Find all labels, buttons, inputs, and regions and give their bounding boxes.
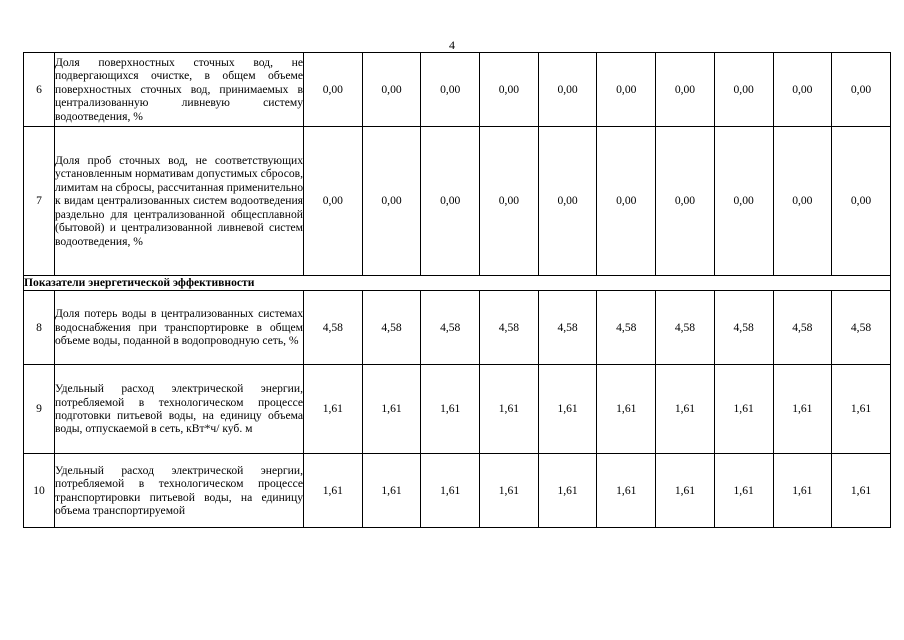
value-cell: 0,00	[480, 53, 539, 127]
value-cell: 4,58	[714, 291, 773, 365]
row-number: 10	[24, 454, 55, 528]
value-cell: 1,61	[480, 365, 539, 454]
table-row	[24, 291, 891, 365]
section-header-row	[24, 276, 891, 291]
value-cell: 1,61	[773, 365, 832, 454]
value-cell: 1,61	[421, 365, 480, 454]
value-cell: 1,61	[656, 365, 715, 454]
value-cell: 1,61	[480, 454, 539, 528]
value-cell: 4,58	[656, 291, 715, 365]
value-cell: 1,61	[362, 365, 421, 454]
value-cell: 0,00	[362, 53, 421, 127]
row-number: 9	[24, 365, 55, 454]
row-number: 7	[24, 127, 55, 276]
value-cell: 1,61	[304, 365, 363, 454]
value-cell: 0,00	[538, 53, 597, 127]
value-cell: 1,61	[773, 454, 832, 528]
value-cell: 4,58	[832, 291, 891, 365]
value-cell: 4,58	[304, 291, 363, 365]
value-cell: 0,00	[538, 127, 597, 276]
value-cell: 1,61	[656, 454, 715, 528]
value-cell: 0,00	[597, 127, 656, 276]
table-row	[24, 454, 891, 528]
indicators-table	[23, 52, 891, 528]
value-cell: 0,00	[832, 127, 891, 276]
value-cell: 0,00	[656, 53, 715, 127]
value-cell: 0,00	[480, 127, 539, 276]
value-cell: 0,00	[304, 53, 363, 127]
indicator-description: Удельный расход электрической энергии, потребляемой в технологическом процессе подготовки питьевой воды, на единицу объема воды, отпускаемой в сеть, кВт*ч/ куб. м	[55, 365, 304, 454]
value-cell: 0,00	[832, 53, 891, 127]
value-cell: 1,61	[714, 454, 773, 528]
value-cell: 1,61	[538, 454, 597, 528]
value-cell: 1,61	[832, 454, 891, 528]
value-cell: 1,61	[714, 365, 773, 454]
table-row	[24, 53, 891, 127]
indicator-description: Доля проб сточных вод, не соответствующих установленным нормативам допустимых сбросов, лимитам на сбросы, рассчитанная применительно к видам централизованных систем водоотведения раздельно для централизованной общесплавной (бытовой) и централизованной ливневой систем водоотведения, %	[55, 127, 304, 276]
value-cell: 0,00	[773, 53, 832, 127]
value-cell: 0,00	[773, 127, 832, 276]
indicator-description: Доля потерь воды в централизованных системах водоснабжения при транспортировке в общем объеме воды, поданной в водопроводную сеть, %	[55, 291, 304, 365]
value-cell: 0,00	[421, 127, 480, 276]
value-cell: 0,00	[597, 53, 656, 127]
value-cell: 0,00	[362, 127, 421, 276]
value-cell: 4,58	[362, 291, 421, 365]
value-cell: 4,58	[597, 291, 656, 365]
value-cell: 0,00	[714, 53, 773, 127]
value-cell: 4,58	[538, 291, 597, 365]
value-cell: 1,61	[597, 454, 656, 528]
table-row	[24, 127, 891, 276]
indicator-description: Удельный расход электрической энергии, потребляемой в технологическом процессе транспортировки питьевой воды, на единицу объема транспортируемой	[55, 454, 304, 528]
row-number: 6	[24, 53, 55, 127]
value-cell: 0,00	[304, 127, 363, 276]
page-number: 4	[449, 38, 455, 52]
table-row	[24, 365, 891, 454]
value-cell: 1,61	[538, 365, 597, 454]
value-cell: 0,00	[656, 127, 715, 276]
section-header-group	[24, 276, 891, 291]
value-cell: 4,58	[773, 291, 832, 365]
section-title: Показатели энергетической эффективности	[24, 276, 891, 291]
value-cell: 0,00	[714, 127, 773, 276]
value-cell: 4,58	[421, 291, 480, 365]
value-cell: 0,00	[421, 53, 480, 127]
value-cell: 1,61	[362, 454, 421, 528]
row-number: 8	[24, 291, 55, 365]
value-cell: 1,61	[597, 365, 656, 454]
value-cell: 4,58	[480, 291, 539, 365]
value-cell: 1,61	[832, 365, 891, 454]
table-body-before	[24, 53, 891, 276]
table-body-after	[24, 291, 891, 528]
value-cell: 1,61	[304, 454, 363, 528]
value-cell: 1,61	[421, 454, 480, 528]
indicator-description: Доля поверхностных сточных вод, не подвергающихся очистке, в общем объеме поверхностных сточных вод, принимаемых в централизованную ливневую систему водоотведения, %	[55, 53, 304, 127]
